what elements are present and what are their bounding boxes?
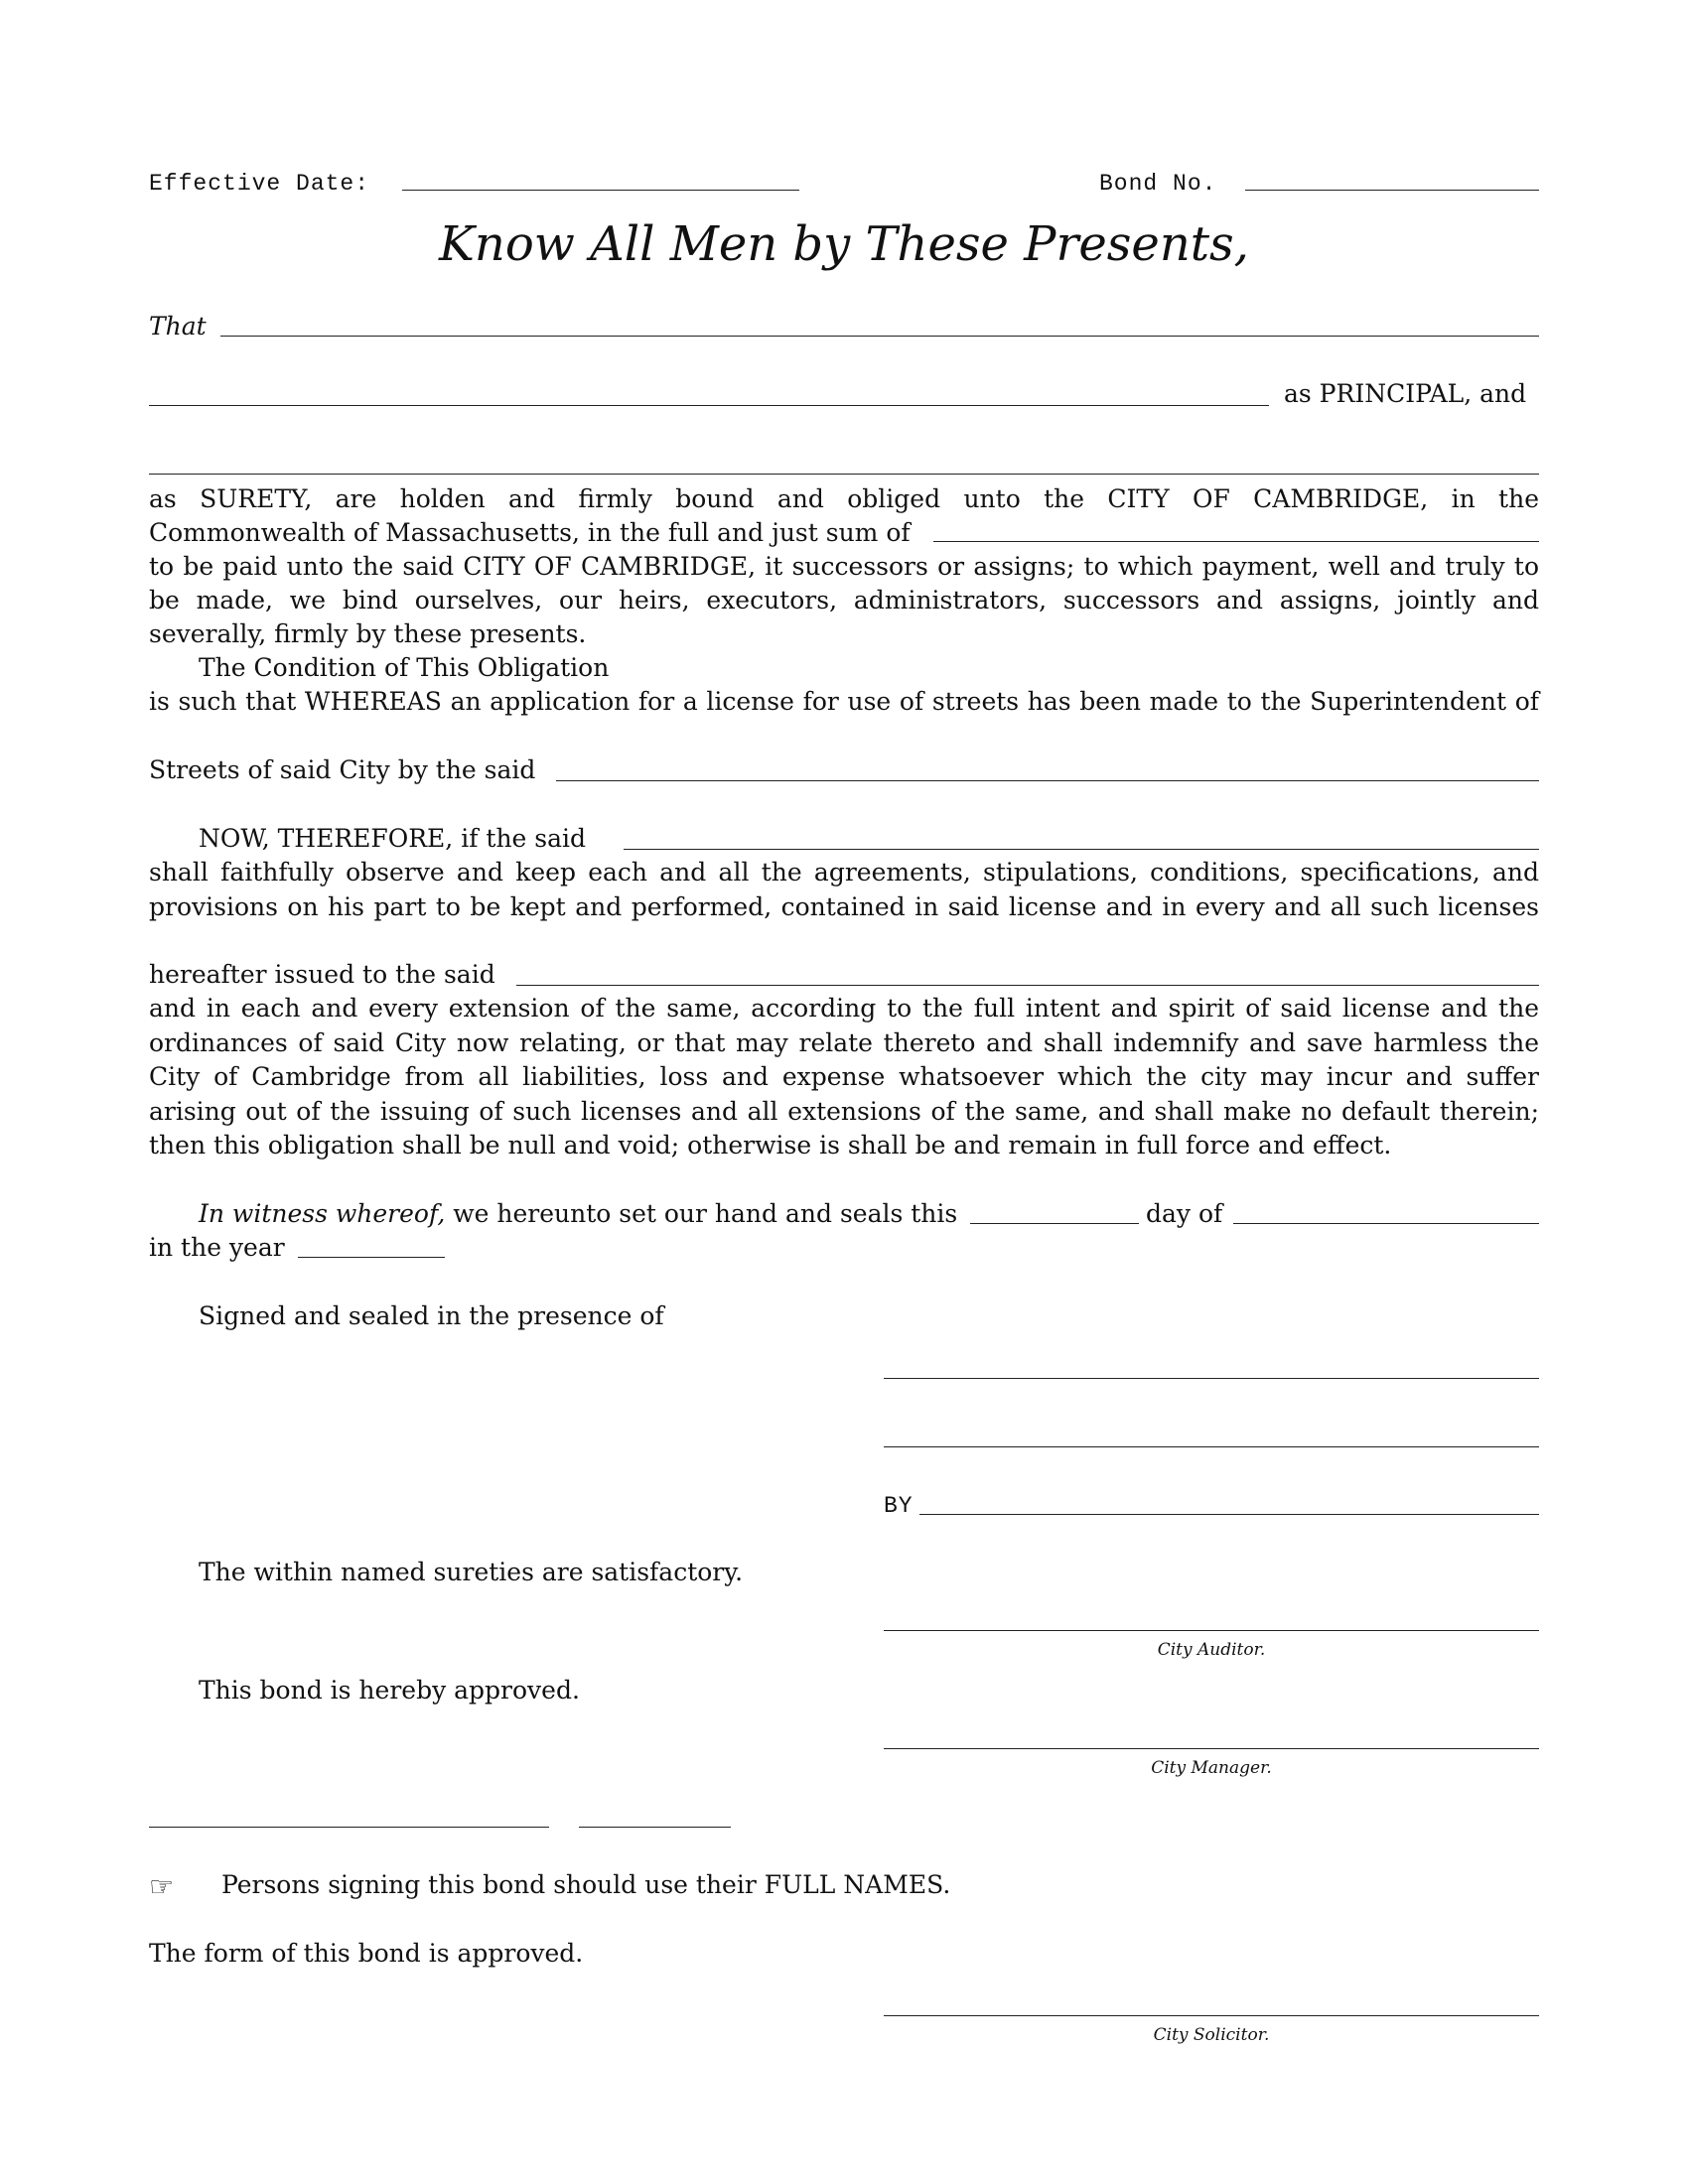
approval-signature-line[interactable] xyxy=(149,1827,549,1828)
sureties-satisfactory-label: The within named sureties are satisfactory. xyxy=(199,1558,744,1586)
surety-line-3: to be paid unto the said CITY OF CAMBRIDGE, it successors or assigns; to which payment, well and truly to xyxy=(149,552,1539,581)
now-therefore-line-2: provisions on his part to be kept and performed, contained in said license and in every and all such licenses xyxy=(149,892,1539,921)
applicant-name-field[interactable] xyxy=(556,780,1539,781)
city-manager-caption: City Manager. xyxy=(1151,1758,1272,1778)
day-of-label: day of xyxy=(1146,1199,1223,1228)
as-principal-label: as PRINCIPAL, and xyxy=(1284,379,1527,408)
surety-line-2: Commonwealth of Massachusetts, in the full and just sum of xyxy=(149,518,911,547)
surety-line-5: severally, firmly by these presents. xyxy=(149,619,587,648)
full-names-note: Persons signing this bond should use their FULL NAMES. xyxy=(221,1870,951,1899)
city-solicitor-caption: City Solicitor. xyxy=(1153,2025,1270,2045)
city-manager-signature-line[interactable] xyxy=(884,1748,1539,1749)
page-title: Know All Men by These Presents, xyxy=(439,216,1249,272)
now-therefore-line-6: City of Cambridge from all liabilities, loss and expense whatsoever which the city may incur and suffer xyxy=(149,1062,1539,1091)
signed-sealed-label: Signed and sealed in the presence of xyxy=(199,1301,664,1330)
now-therefore-lead: NOW, THEREFORE, if the said xyxy=(199,824,587,853)
now-therefore-line-5: ordinances of said City now relating, or that may relate thereto and shall indemnify and save harmless the xyxy=(149,1028,1539,1057)
bond-form-page xyxy=(149,0,1539,2184)
bond-no-field[interactable] xyxy=(1245,190,1539,191)
condition-line-1: is such that WHEREAS an application for a license for use of streets has been made to the Superintendent of xyxy=(149,687,1539,716)
by-label: BY xyxy=(884,1493,914,1519)
bond-approved-label: This bond is hereby approved. xyxy=(199,1676,580,1705)
now-therefore-line-4: and in each and every extension of the same, according to the full intent and spirit of said license and the xyxy=(149,994,1539,1023)
city-auditor-caption: City Auditor. xyxy=(1157,1640,1266,1660)
future-licensee-field[interactable] xyxy=(516,985,1539,986)
witness-italic-lead: In witness whereof, xyxy=(199,1199,446,1228)
principal-name-field-2[interactable] xyxy=(149,405,1269,406)
sum-field[interactable] xyxy=(933,541,1539,542)
now-therefore-line-8: then this obligation shall be null and void; otherwise is shall be and remain in full force and effect. xyxy=(149,1131,1392,1160)
city-auditor-signature-line[interactable] xyxy=(884,1630,1539,1631)
effective-date-field[interactable] xyxy=(402,190,799,191)
surety-line-4: be made, we bind ourselves, our heirs, executors, administrators, successors and assigns, jointly and xyxy=(149,586,1539,614)
day-field[interactable] xyxy=(970,1223,1139,1224)
condition-heading: The Condition of This Obligation xyxy=(199,653,610,682)
witness-line xyxy=(199,1199,957,1228)
now-therefore-line-3: hereafter issued to the said xyxy=(149,960,495,989)
now-therefore-line-7: arising out of the issuing of such licenses and all extensions of the same, and shall make no default therein; xyxy=(149,1097,1539,1126)
signature-line-2[interactable] xyxy=(884,1446,1539,1447)
pointing-hand-icon: ☞ xyxy=(149,1870,175,1903)
principal-name-field[interactable] xyxy=(220,336,1539,337)
surety-line-1: as SURETY, are holden and firmly bound and obliged unto the CITY OF CAMBRIDGE, in the xyxy=(149,484,1539,513)
condition-line-2: Streets of said City by the said xyxy=(149,755,536,784)
effective-date-label: Effective Date: xyxy=(149,171,370,197)
signature-line-1[interactable] xyxy=(884,1378,1539,1379)
witness-text: we hereunto set our hand and seals this xyxy=(453,1199,958,1228)
now-therefore-line-1: shall faithfully observe and keep each and all the agreements, stipulations, conditions, specifications, and xyxy=(149,858,1539,887)
licensee-name-field[interactable] xyxy=(624,849,1539,850)
that-label: That xyxy=(149,312,207,341)
city-solicitor-signature-line[interactable] xyxy=(884,2015,1539,2016)
surety-name-field[interactable] xyxy=(149,474,1539,475)
bond-no-label: Bond No. xyxy=(1099,171,1217,197)
by-signature-line[interactable] xyxy=(919,1514,1539,1515)
month-field[interactable] xyxy=(1233,1223,1539,1224)
year-field[interactable] xyxy=(298,1257,445,1258)
form-approved-label: The form of this bond is approved. xyxy=(149,1939,584,1968)
in-the-year-label: in the year xyxy=(149,1233,285,1262)
approval-date-line[interactable] xyxy=(579,1827,731,1828)
